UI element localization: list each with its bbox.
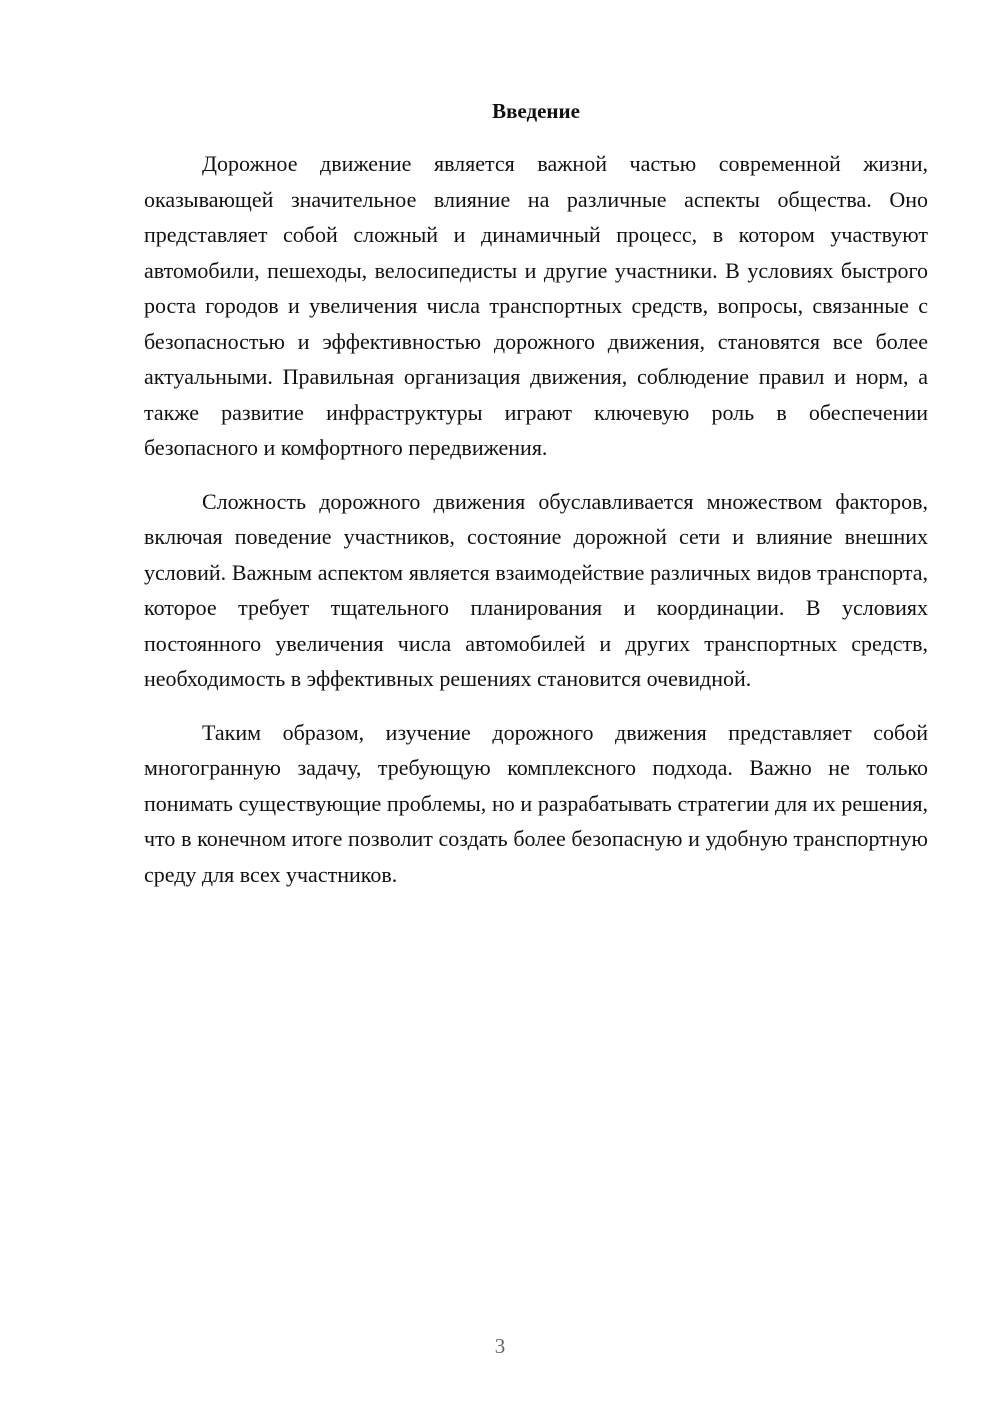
paragraph-2: Сложность дорожного движения обуславливается множеством факторов, включая поведение участников, состояние дорожной сети и влияние внешних условий. Важным аспектом является взаимодействие различных видов транспорта, которое требует тщательного планирования и координации. В условиях постоянного увеличения числа автомобилей и других транспортных средств, необходимость в эффективных решениях становится очевидной. [144,488,928,691]
page-number: 3 [494,1334,506,1358]
paragraph-1: Дорожное движение является важной частью современной жизни, оказывающей значительное влияние на различные аспекты общества. Оно представляет собой сложный и динамичный процесс, в котором участвуют автомобили, пешеходы, велосипедисты и другие участники. В условиях быстрого роста городов и увеличения числа транспортных средств, вопросы, связанные с безопасностью и эффективностью дорожного движения, становятся все более актуальными. Правильная организация движения, соблюдение правил и норм, а также развитие инфраструктуры играют ключевую роль в обеспечении безопасного и комфортного передвижения. [144,151,928,460]
paragraph-3: Таким образом, изучение дорожного движения представляет собой многогранную задачу, требующую комплексного подхода. Важно не только понимать существующие проблемы, но и разрабатывать стратегии для их решения, что в конечном итоге позволит создать более безопасную и удобную транспортную среду для всех участников. [144,719,928,887]
section-heading: Введение [492,99,580,123]
page-content [144,96,928,910]
